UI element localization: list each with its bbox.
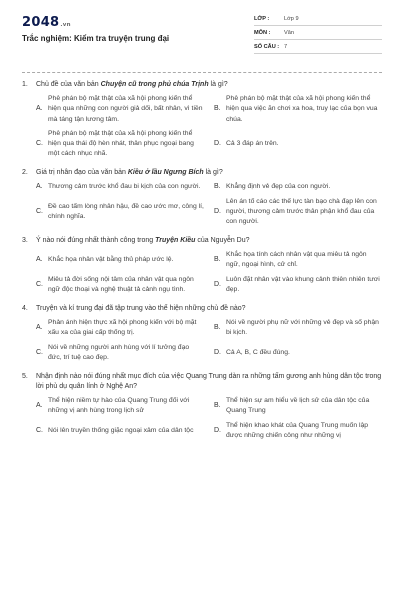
meta-label: MÔN : [254,30,271,36]
meta-label: LỚP : [254,16,270,22]
answer-letter: C. [36,348,43,356]
work-title: Chuyện cũ trong phủ chúa Trịnh [100,81,209,88]
meta-row-subject [254,26,382,40]
header-divider [22,72,382,73]
work-title: Truyện Kiều [155,237,196,245]
answer-text: Miêu tả đời sống nội tâm của nhân vật qua ngôn ngữ độc thoại và nghệ thuật tả cảnh ngụ tình. [48,275,194,293]
answer-letter: D. [214,207,221,215]
answer-letter: C. [36,280,43,288]
answer-letter: A. [36,183,43,191]
answer-letter: C. [36,139,43,147]
answer-letter: A. [36,256,43,264]
meta-value: Lớp 9 [284,16,299,22]
answer-option[interactable] [214,182,382,192]
answer-text: Thương cảm trước khổ đau bi kịch của con người. [48,183,201,191]
answer-option[interactable] [214,318,382,338]
answer-text: Thể hiện sự am hiểu về lịch sử của dân tộc của Quang Trung [226,397,370,415]
answer-letter: A. [36,402,43,410]
question-item [22,304,382,363]
question-body [36,304,382,314]
answer-grid [22,396,382,441]
question-prompt: Chủ đề của văn bản [36,81,101,88]
answer-option[interactable] [36,129,204,160]
answer-letter: A. [36,324,43,332]
question-body [36,236,382,246]
answer-letter: B. [214,256,221,264]
question-text [22,372,382,392]
answer-text: Thể hiện niềm tự hào của Quang Trung đối với những vị anh hùng trong lịch sử [48,397,190,415]
answer-letter: B. [214,324,221,332]
answer-text: Khắc họa nhân vật bằng thủ pháp ước lệ. [48,256,174,264]
question-number: 4. [22,305,28,313]
question-body [36,372,382,392]
answer-letter: C. [36,426,43,434]
answer-letter: D. [214,139,221,147]
question-prompt-end: của Nguyễn Du? [195,237,250,245]
answer-text: Cả A, B, C đều đúng. [226,348,290,356]
question-prompt: Ý nào nói đúng nhất thành công trong [36,237,156,245]
answer-option[interactable] [36,318,204,338]
meta-value: 7 [284,44,288,50]
answer-text: Nói về người phụ nữ với những vẻ đẹp và số phận bi kịch. [226,319,379,337]
question-number: 1. [22,81,28,88]
question-body [36,168,382,178]
answer-letter: C. [36,207,43,215]
question-prompt-end: là gì? [203,169,223,177]
answer-letter: B. [214,402,221,410]
meta-label: SỐ CÂU : [254,44,280,50]
answer-text: Nói lên truyền thống giặc ngoại xâm của dân tộc [48,426,194,434]
answer-letter: D. [214,426,221,434]
answer-text: Phê phán bộ mặt thật của xã hội phong kiến thể hiện qua thái độ hèn nhát, thân phục ngoại bang một cách nhục nhã. [48,129,194,158]
answer-letter: D. [214,280,221,288]
site-logo[interactable] [22,14,71,33]
question-number: 2. [22,169,28,177]
question-item [22,80,382,159]
answer-text: Thể hiện khao khát của Quang Trung muốn lập được những chiến công như những vị [226,421,369,439]
question-list [22,80,382,450]
question-item [22,168,382,227]
answer-text: Đề cao tấm lòng nhân hậu, đề cao ước mơ, công lí, chính nghĩa. [48,202,204,220]
question-prompt-end: là gì? [208,81,228,88]
answer-grid [22,250,382,295]
answer-option[interactable] [214,250,382,270]
question-text [22,168,382,178]
work-title: Kiều ở lầu Ngưng Bích [127,169,204,177]
answer-option[interactable] [214,275,382,295]
answer-option[interactable] [36,396,204,416]
question-body [36,80,382,90]
answer-option[interactable] [214,197,382,228]
answer-text: Cả 3 đáp án trên. [226,139,279,147]
answer-text: Khắc họa tính cách nhân vật qua miêu tả ngôn ngữ, ngoại hình, cử chỉ. [226,251,367,269]
answer-letter: B. [214,105,221,113]
meta-row-class [254,12,382,26]
logo-suffix: .vn [60,22,71,28]
page-header [22,12,382,62]
answer-letter: B. [214,183,221,191]
answer-option[interactable] [36,197,204,228]
answer-letter: D. [214,348,221,356]
answer-option[interactable] [36,250,204,270]
question-prompt: Truyện và kí trung đại đã tập trung vào thể hiện những chủ đề nào? [36,305,246,313]
question-number: 3. [22,237,28,245]
answer-text: Luôn đặt nhân vật vào khung cảnh thiên nhiên tươi đẹp. [226,275,380,293]
question-prompt: Nhận định nào nói đúng nhất mục đích của việc Quang Trung dàn ra những tấm gương anh hùng dân tộc trong lời phủ dụ quân lính ở Nghệ An? [36,372,382,391]
answer-option[interactable] [214,421,382,441]
page-title: Trắc nghiệm: Kiểm tra truyện trung đại [22,34,170,43]
answer-option[interactable] [214,94,382,125]
meta-value: Văn [284,30,294,36]
question-item [22,372,382,441]
answer-option[interactable] [36,182,204,192]
answer-text: Nói về những người anh hùng với lí tưởng đạo đức, trí tuệ cao đẹp. [48,343,190,361]
question-text [22,304,382,314]
question-item [22,236,382,295]
answer-text: Phê phán bộ mặt thật của xã hội phong kiến thể hiện qua việc ăn chơi xa hoa, truy lạc của bọn vua chúa. [226,95,378,123]
answer-option[interactable] [214,396,382,416]
answer-option[interactable] [214,129,382,160]
question-prompt: Giá trị nhân đạo của văn bản [36,169,128,177]
answer-option[interactable] [36,94,204,125]
meta-info [254,12,382,54]
answer-text: Phê phán bộ mặt thật của xã hội phong kiến thể hiện qua những con người giả dối, bất nhân, vì tiền mà táng tận lương tâm. [48,95,203,123]
answer-option[interactable] [36,421,204,441]
question-text [22,236,382,246]
answer-option[interactable] [36,343,204,363]
meta-row-count [254,40,382,54]
question-text [22,80,382,90]
answer-text: Phản ánh hiện thực xã hội phong kiến với bộ mặt xấu xa của giai cấp thống trị. [48,319,197,337]
logo-text: 2048 [22,15,60,30]
answer-text: Khẳng định vẻ đẹp của con người. [226,183,331,191]
answer-letter: A. [36,105,43,113]
answer-grid [22,318,382,363]
answer-grid [22,94,382,159]
answer-option[interactable] [36,275,204,295]
answer-option[interactable] [214,343,382,363]
meta-underline [254,53,382,54]
answer-text: Lên án tố cáo các thế lực tàn bạo chà đạp lên con người, thương cảm trước thân phận khổ đau của con người. [226,197,377,225]
question-number: 5. [22,372,28,380]
answer-grid [22,182,382,227]
